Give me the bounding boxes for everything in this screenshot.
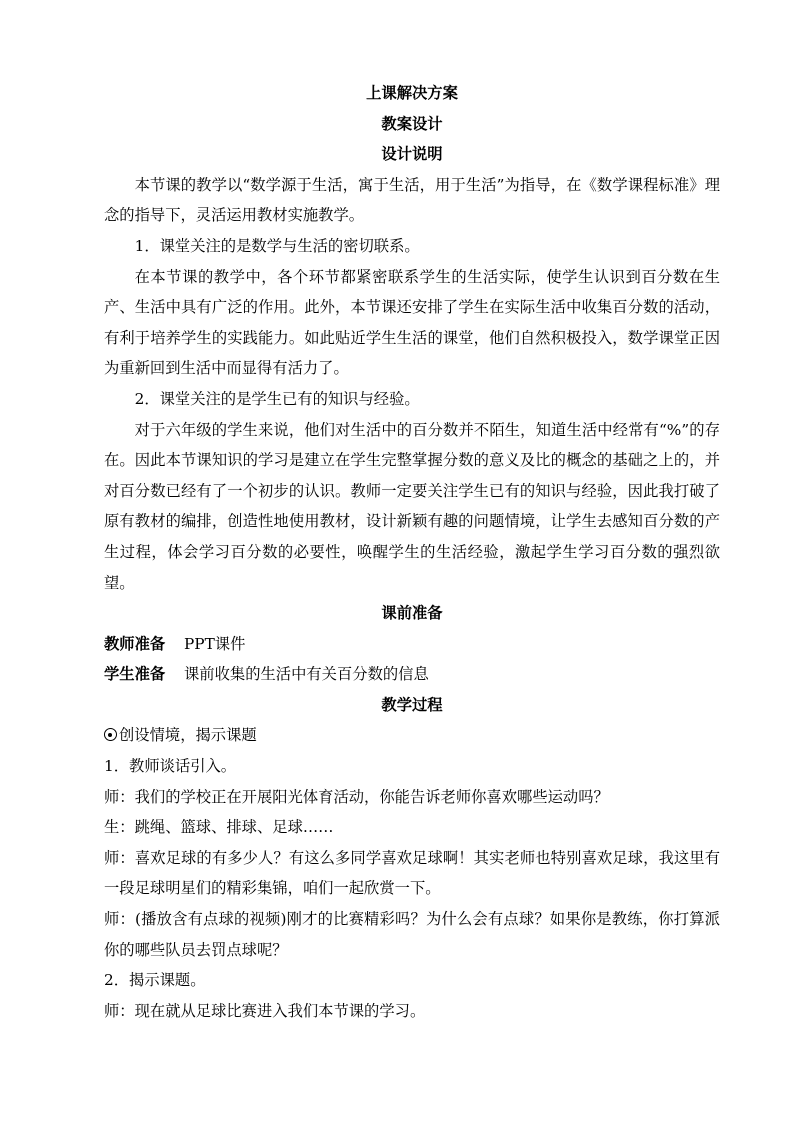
process-step-title: 创设情境，揭示课题 xyxy=(119,726,257,745)
document-page xyxy=(104,78,720,1026)
dialog-line-1: 师：我们的学校正在开展阳光体育活动，你能告诉老师你喜欢哪些运动吗？ xyxy=(104,787,609,806)
student-prep-value: 课前收集的生活中有关百分数的信息 xyxy=(184,665,429,684)
teacher-prep-row xyxy=(104,629,720,660)
circled-dot-icon xyxy=(104,728,117,741)
dialog-line-3: 师：喜欢足球的有多少人？有这么多同学喜欢足球啊！其实老师也特别喜欢足球，我这里有一段足球明星们的精彩集锦，咱们一起欣赏一下。 xyxy=(104,848,720,898)
section-heading-design: 设计说明 xyxy=(381,145,443,164)
process-step-row xyxy=(104,720,720,751)
point-2-body: 对于六年级的学生来说，他们对生活中的百分数并不陌生，知道生活中经常有“%”的存在。因此本节课知识的学习是建立在学生完整掌握分数的意义及比的概念的基础之上的，并对百分数已经有了一个初步的认识。教师一定要关注学生已有的知识与经验，因此我打破了原有教材的编排，创造性地使用教材，设计新颖有趣的问题情境，让学生去感知百分数的产生过程，体会学习百分数的必要性，唤醒学生的生活经验，激起学生学习百分数的强烈欲望。 xyxy=(104,420,720,592)
teacher-prep-label: 教师准备 xyxy=(104,634,166,653)
student-prep-label: 学生准备 xyxy=(104,665,166,684)
document-title: 上课解决方案 xyxy=(366,84,458,102)
dialog-line-4: 师：(播放含有点球的视频)刚才的比赛精彩吗？为什么会有点球？如果你是教练，你打算派你的哪些队员去罚点球呢？ xyxy=(104,910,720,959)
student-prep-row xyxy=(104,659,720,690)
teacher-prep-value: PPT课件 xyxy=(184,634,246,653)
dialog-line-5: 师：现在就从足球比赛进入我们本节课的学习。 xyxy=(104,1001,426,1020)
step-2-title: 2．揭示课题。 xyxy=(104,971,206,990)
intro-paragraph: 本节课的教学以“数学源于生活，寓于生活，用于生活”为指导，在《数学课程标准》理念的指导下，灵活运用教材实施教学。 xyxy=(104,175,720,225)
section-heading-prep: 课前准备 xyxy=(381,604,443,623)
step-1-title: 1．教师谈话引入。 xyxy=(104,757,237,776)
point-2-title: 2．课堂关注的是学生已有的知识与经验。 xyxy=(134,389,420,408)
document-subtitle: 教案设计 xyxy=(381,114,443,133)
section-heading-process: 教学过程 xyxy=(381,695,443,714)
dialog-line-2: 生：跳绳、篮球、排球、足球…… xyxy=(104,818,334,837)
point-1-body: 在本节课的教学中，各个环节都紧密联系学生的生活实际，使学生认识到百分数在生产、生活中具有广泛的作用。此外，本节课还安排了学生在实际生活中收集百分数的活动，有利于培养学生的实践能力。如此贴近学生生活的课堂，他们自然积极投入，数学课堂正因为重新回到生活中而显得有活力了。 xyxy=(104,267,720,378)
point-1-title: 1．课堂关注的是数学与生活的密切联系。 xyxy=(134,236,420,255)
